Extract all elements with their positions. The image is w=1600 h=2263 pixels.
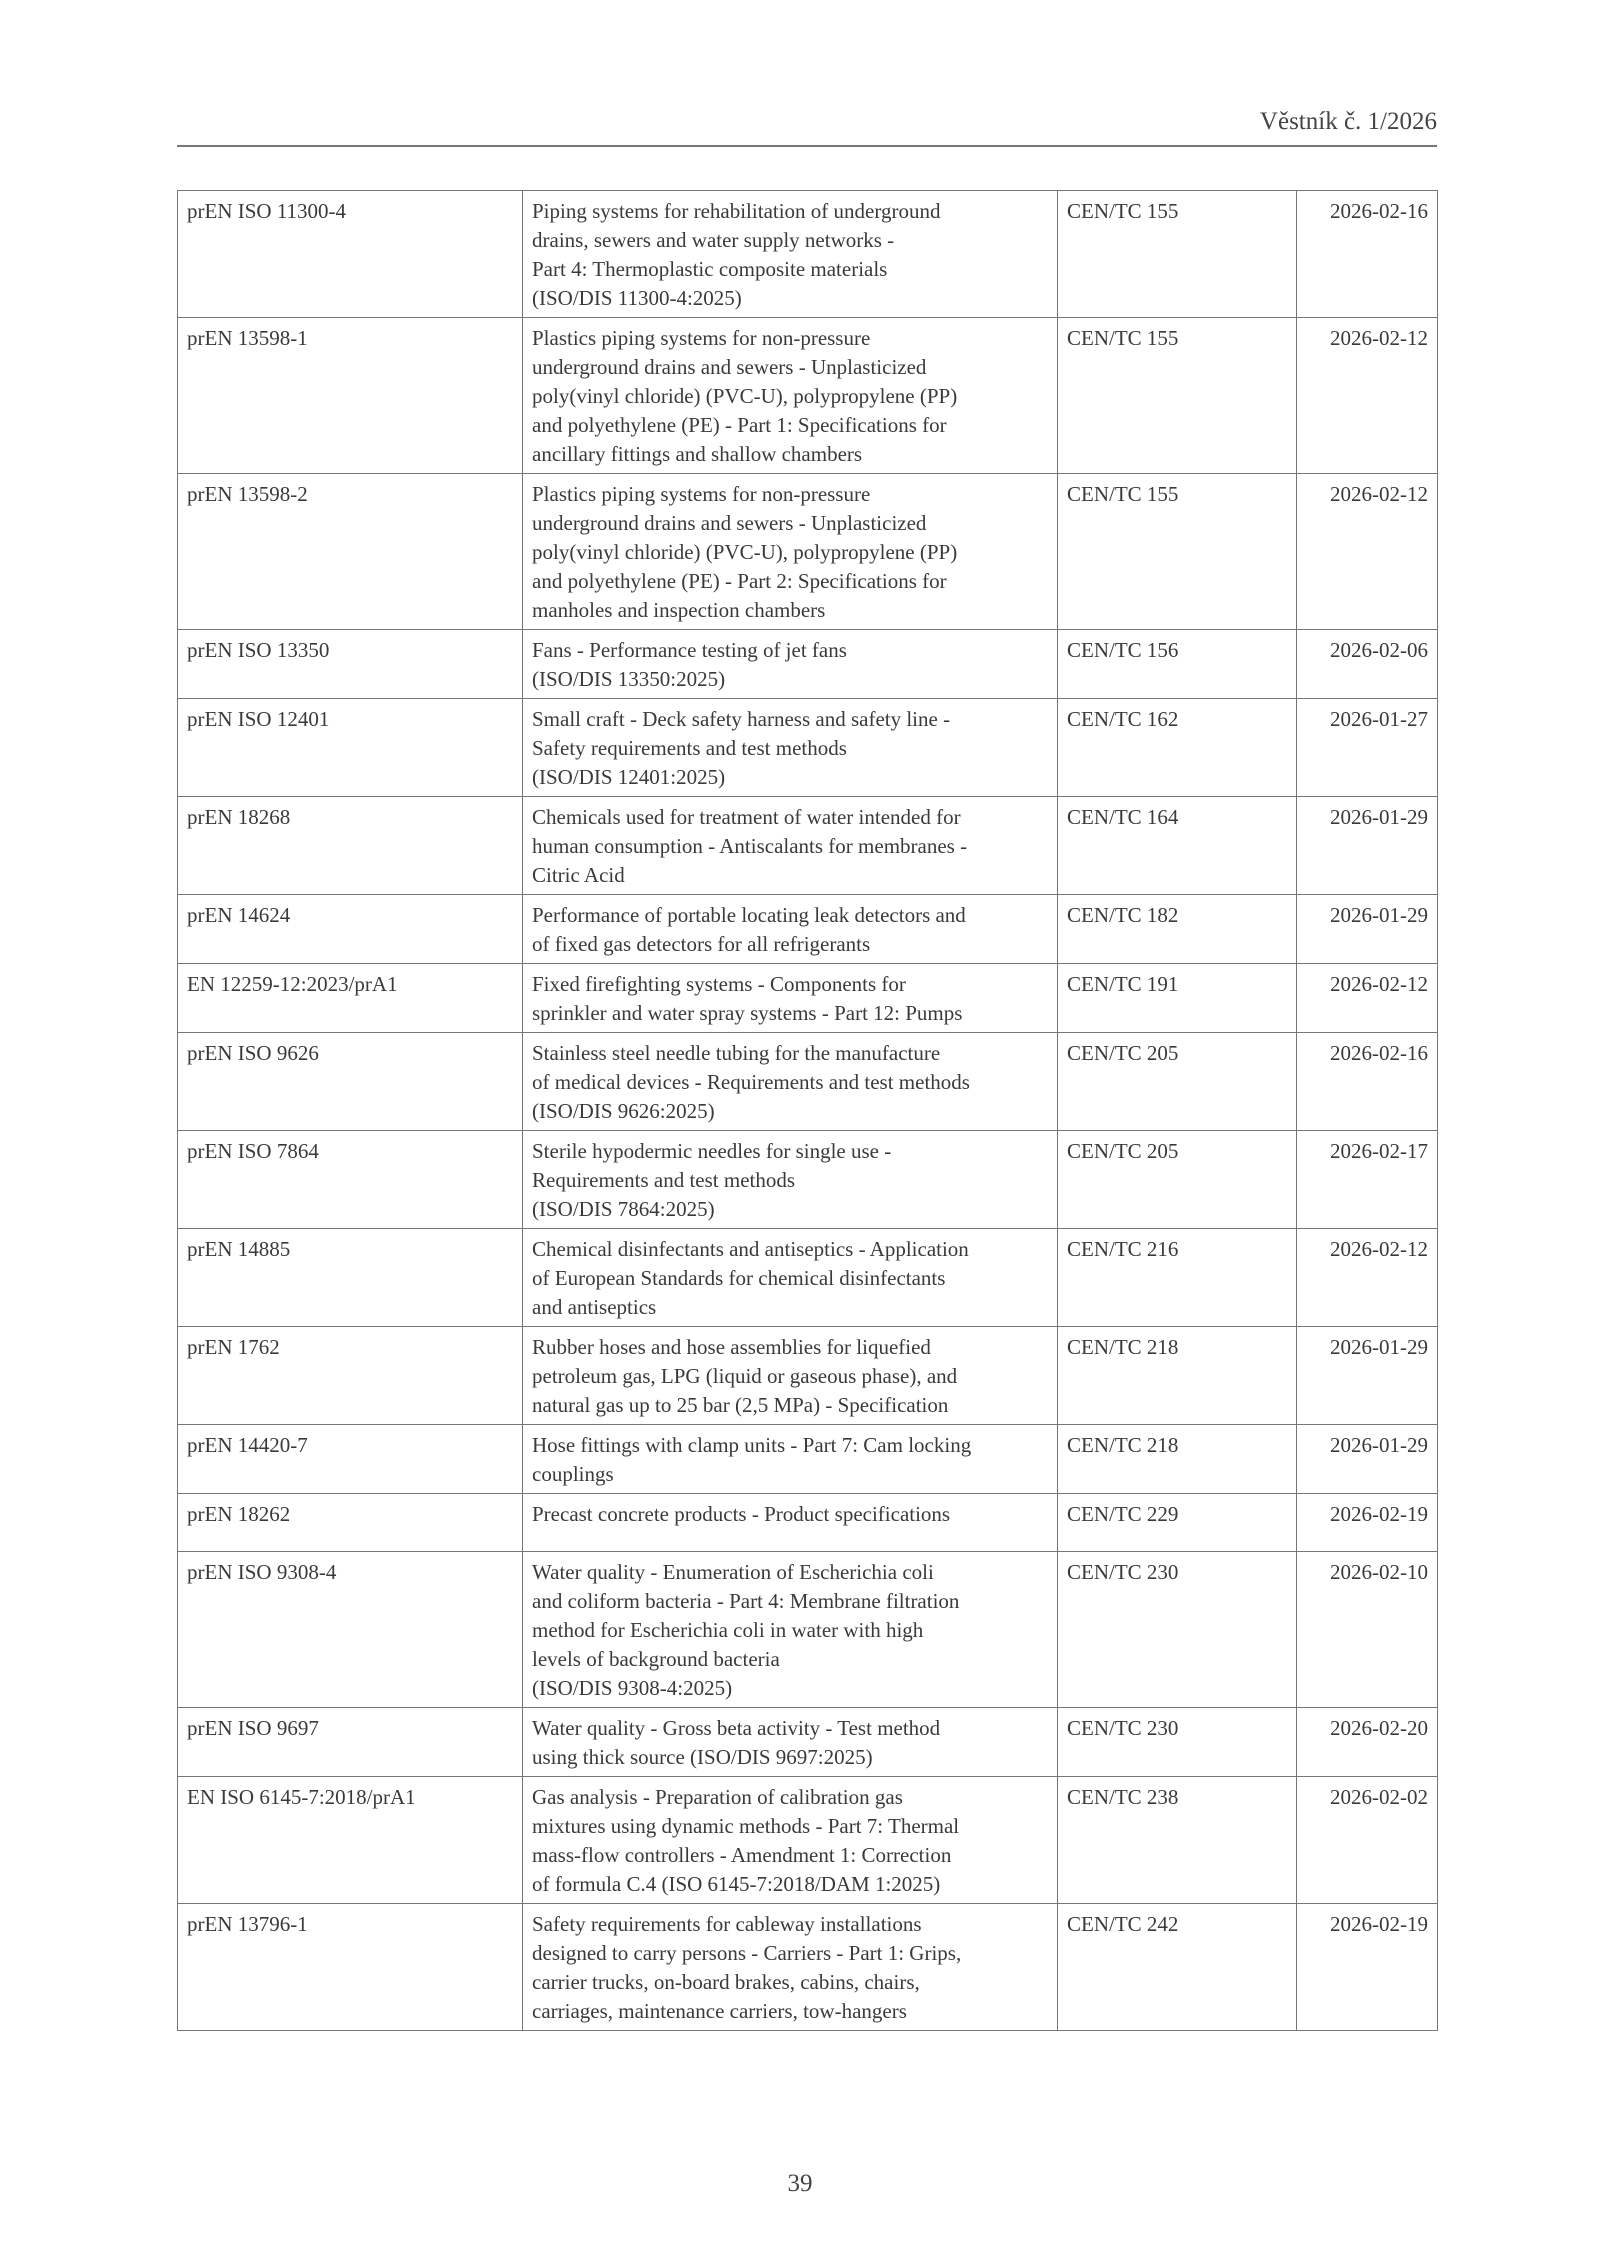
committee-cell: CEN/TC 156 — [1058, 630, 1297, 699]
title-line: Hose fittings with clamp units - Part 7: Cam locking — [532, 1433, 972, 1457]
committee-cell: CEN/TC 230 — [1058, 1552, 1297, 1708]
title-line: Plastics piping systems for non-pressure — [532, 326, 871, 350]
standard-title-cell — [523, 318, 1058, 474]
committee-cell: CEN/TC 155 — [1058, 318, 1297, 474]
standards-table-body — [178, 191, 1438, 2031]
date-cell: 2026-02-02 — [1297, 1777, 1438, 1904]
committee-cell: CEN/TC 164 — [1058, 797, 1297, 895]
standard-title-cell — [523, 895, 1058, 964]
standard-title-cell — [523, 1131, 1058, 1229]
standard-code-cell: prEN ISO 7864 — [178, 1131, 523, 1229]
committee-cell: CEN/TC 205 — [1058, 1033, 1297, 1131]
table-row — [178, 191, 1438, 318]
table-row — [178, 1904, 1438, 2031]
title-line: Plastics piping systems for non-pressure — [532, 482, 871, 506]
standard-code-cell: prEN ISO 11300-4 — [178, 191, 523, 318]
page-number: 39 — [787, 2170, 813, 2197]
title-line: drains, sewers and water supply networks - — [532, 228, 895, 252]
title-line: natural gas up to 25 bar (2,5 MPa) - Specification — [532, 1393, 949, 1417]
standard-title-cell — [523, 630, 1058, 699]
standard-title-cell — [523, 1229, 1058, 1327]
standard-code-cell: EN ISO 6145-7:2018/prA1 — [178, 1777, 523, 1904]
title-line: Stainless steel needle tubing for the manufacture — [532, 1041, 941, 1065]
committee-cell: CEN/TC 242 — [1058, 1904, 1297, 2031]
committee-cell: CEN/TC 155 — [1058, 474, 1297, 630]
standard-code-cell: prEN ISO 9697 — [178, 1708, 523, 1777]
committee-cell: CEN/TC 230 — [1058, 1708, 1297, 1777]
table-row — [178, 1494, 1438, 1552]
title-line: (ISO/DIS 12401:2025) — [532, 765, 726, 789]
title-line: Rubber hoses and hose assemblies for liquefied — [532, 1335, 931, 1359]
date-cell: 2026-02-17 — [1297, 1131, 1438, 1229]
table-row — [178, 1425, 1438, 1494]
date-cell: 2026-02-19 — [1297, 1494, 1438, 1552]
standard-title-cell — [523, 1777, 1058, 1904]
committee-cell: CEN/TC 229 — [1058, 1494, 1297, 1552]
title-line: designed to carry persons - Carriers - Part 1: Grips, — [532, 1941, 962, 1965]
title-line: (ISO/DIS 11300-4:2025) — [532, 286, 742, 310]
title-line: Fans - Performance testing of jet fans — [532, 638, 847, 662]
table-row — [178, 895, 1438, 964]
title-line: Small craft - Deck safety harness and safety line - — [532, 707, 951, 731]
table-row — [178, 318, 1438, 474]
date-cell: 2026-01-29 — [1297, 1327, 1438, 1425]
title-line: poly(vinyl chloride) (PVC-U), polypropylene (PP) — [532, 384, 958, 408]
committee-cell: CEN/TC 182 — [1058, 895, 1297, 964]
standard-title-cell — [523, 474, 1058, 630]
table-row — [178, 1131, 1438, 1229]
date-cell: 2026-02-06 — [1297, 630, 1438, 699]
title-line: (ISO/DIS 9626:2025) — [532, 1099, 715, 1123]
standard-title-cell — [523, 1708, 1058, 1777]
committee-cell: CEN/TC 218 — [1058, 1327, 1297, 1425]
title-line: of formula C.4 (ISO 6145-7:2018/DAM 1:2025) — [532, 1872, 941, 1896]
title-line: using thick source (ISO/DIS 9697:2025) — [532, 1745, 873, 1769]
title-line: (ISO/DIS 7864:2025) — [532, 1197, 715, 1221]
date-cell: 2026-02-12 — [1297, 474, 1438, 630]
title-line: carriages, maintenance carriers, tow-hangers — [532, 1999, 907, 2023]
title-line: human consumption - Antiscalants for membranes - — [532, 834, 968, 858]
title-line: ancillary fittings and shallow chambers — [532, 442, 863, 466]
title-line: Gas analysis - Preparation of calibration gas — [532, 1785, 903, 1809]
table-row — [178, 630, 1438, 699]
standard-title-cell — [523, 1552, 1058, 1708]
standard-title-cell — [523, 1425, 1058, 1494]
standard-title-cell — [523, 1327, 1058, 1425]
date-cell: 2026-02-10 — [1297, 1552, 1438, 1708]
committee-cell: CEN/TC 205 — [1058, 1131, 1297, 1229]
title-line: Piping systems for rehabilitation of underground — [532, 199, 941, 223]
title-line: Water quality - Gross beta activity - Test method — [532, 1716, 941, 1740]
standard-code-cell: prEN 13796-1 — [178, 1904, 523, 2031]
committee-cell: CEN/TC 216 — [1058, 1229, 1297, 1327]
title-line: Part 4: Thermoplastic composite materials — [532, 257, 888, 281]
title-line: underground drains and sewers - Unplasticized — [532, 511, 927, 535]
title-line: mass-flow controllers - Amendment 1: Correction — [532, 1843, 952, 1867]
table-row — [178, 964, 1438, 1033]
title-line: of medical devices - Requirements and test methods — [532, 1070, 970, 1094]
standard-code-cell: prEN 18268 — [178, 797, 523, 895]
title-line: Water quality - Enumeration of Escherichia coli — [532, 1560, 934, 1584]
table-row — [178, 1552, 1438, 1708]
date-cell: 2026-01-29 — [1297, 895, 1438, 964]
committee-cell: CEN/TC 162 — [1058, 699, 1297, 797]
date-cell: 2026-01-29 — [1297, 1425, 1438, 1494]
date-cell: 2026-02-16 — [1297, 191, 1438, 318]
title-line: (ISO/DIS 13350:2025) — [532, 667, 726, 691]
standard-code-cell: prEN 13598-2 — [178, 474, 523, 630]
date-cell: 2026-02-19 — [1297, 1904, 1438, 2031]
table-row — [178, 1777, 1438, 1904]
standards-table — [177, 190, 1438, 2031]
date-cell: 2026-01-29 — [1297, 797, 1438, 895]
title-line: Safety requirements and test methods — [532, 736, 847, 760]
committee-cell: CEN/TC 191 — [1058, 964, 1297, 1033]
title-line: Requirements and test methods — [532, 1168, 796, 1192]
table-row — [178, 474, 1438, 630]
standard-title-cell — [523, 797, 1058, 895]
committee-cell: CEN/TC 155 — [1058, 191, 1297, 318]
standard-code-cell: prEN ISO 9308-4 — [178, 1552, 523, 1708]
table-row — [178, 797, 1438, 895]
title-line: manholes and inspection chambers — [532, 598, 826, 622]
standard-title-cell — [523, 964, 1058, 1033]
title-line: Sterile hypodermic needles for single use - — [532, 1139, 892, 1163]
title-line: Chemical disinfectants and antiseptics - Application — [532, 1237, 969, 1261]
title-line: Citric Acid — [532, 863, 625, 887]
title-line: and polyethylene (PE) - Part 1: Specifications for — [532, 413, 947, 437]
standard-code-cell: prEN ISO 9626 — [178, 1033, 523, 1131]
date-cell: 2026-02-20 — [1297, 1708, 1438, 1777]
standard-title-cell — [523, 1033, 1058, 1131]
table-row — [178, 1327, 1438, 1425]
title-line: poly(vinyl chloride) (PVC-U), polypropylene (PP) — [532, 540, 958, 564]
title-line: Precast concrete products - Product specifications — [532, 1502, 951, 1526]
title-line: couplings — [532, 1462, 614, 1486]
title-line: of fixed gas detectors for all refrigerants — [532, 932, 871, 956]
standard-code-cell: prEN 1762 — [178, 1327, 523, 1425]
journal-header-title: Věstník č. 1/2026 — [1259, 108, 1437, 135]
standard-title-cell — [523, 1494, 1058, 1552]
standard-code-cell: prEN 14420-7 — [178, 1425, 523, 1494]
table-row — [178, 1229, 1438, 1327]
standard-code-cell: prEN ISO 12401 — [178, 699, 523, 797]
date-cell: 2026-01-27 — [1297, 699, 1438, 797]
standard-code-cell: prEN 18262 — [178, 1494, 523, 1552]
date-cell: 2026-02-16 — [1297, 1033, 1438, 1131]
date-cell: 2026-02-12 — [1297, 318, 1438, 474]
title-line: Fixed firefighting systems - Components for — [532, 972, 906, 996]
title-line: Performance of portable locating leak detectors and — [532, 903, 966, 927]
committee-cell: CEN/TC 218 — [1058, 1425, 1297, 1494]
title-line: carrier trucks, on-board brakes, cabins, chairs, — [532, 1970, 920, 1994]
title-line: Chemicals used for treatment of water intended for — [532, 805, 961, 829]
date-cell: 2026-02-12 — [1297, 1229, 1438, 1327]
table-row — [178, 1708, 1438, 1777]
table-row — [178, 1033, 1438, 1131]
standard-title-cell — [523, 699, 1058, 797]
title-line: Safety requirements for cableway installations — [532, 1912, 922, 1936]
title-line: underground drains and sewers - Unplasticized — [532, 355, 927, 379]
title-line: sprinkler and water spray systems - Part 12: Pumps — [532, 1001, 963, 1025]
title-line: and coliform bacteria - Part 4: Membrane filtration — [532, 1589, 960, 1613]
standard-code-cell: EN 12259-12:2023/prA1 — [178, 964, 523, 1033]
standard-code-cell: prEN ISO 13350 — [178, 630, 523, 699]
standard-code-cell: prEN 13598-1 — [178, 318, 523, 474]
title-line: mixtures using dynamic methods - Part 7: Thermal — [532, 1814, 960, 1838]
header-divider — [177, 145, 1437, 147]
title-line: and antiseptics — [532, 1295, 657, 1319]
title-line: levels of background bacteria — [532, 1647, 780, 1671]
committee-cell: CEN/TC 238 — [1058, 1777, 1297, 1904]
standard-title-cell — [523, 1904, 1058, 2031]
title-line: method for Escherichia coli in water with high — [532, 1618, 924, 1642]
title-line: petroleum gas, LPG (liquid or gaseous phase), and — [532, 1364, 958, 1388]
title-line: (ISO/DIS 9308-4:2025) — [532, 1676, 733, 1700]
standard-title-cell — [523, 191, 1058, 318]
table-row — [178, 699, 1438, 797]
standard-code-cell: prEN 14885 — [178, 1229, 523, 1327]
title-line: and polyethylene (PE) - Part 2: Specifications for — [532, 569, 947, 593]
date-cell: 2026-02-12 — [1297, 964, 1438, 1033]
standard-code-cell: prEN 14624 — [178, 895, 523, 964]
title-line: of European Standards for chemical disinfectants — [532, 1266, 946, 1290]
